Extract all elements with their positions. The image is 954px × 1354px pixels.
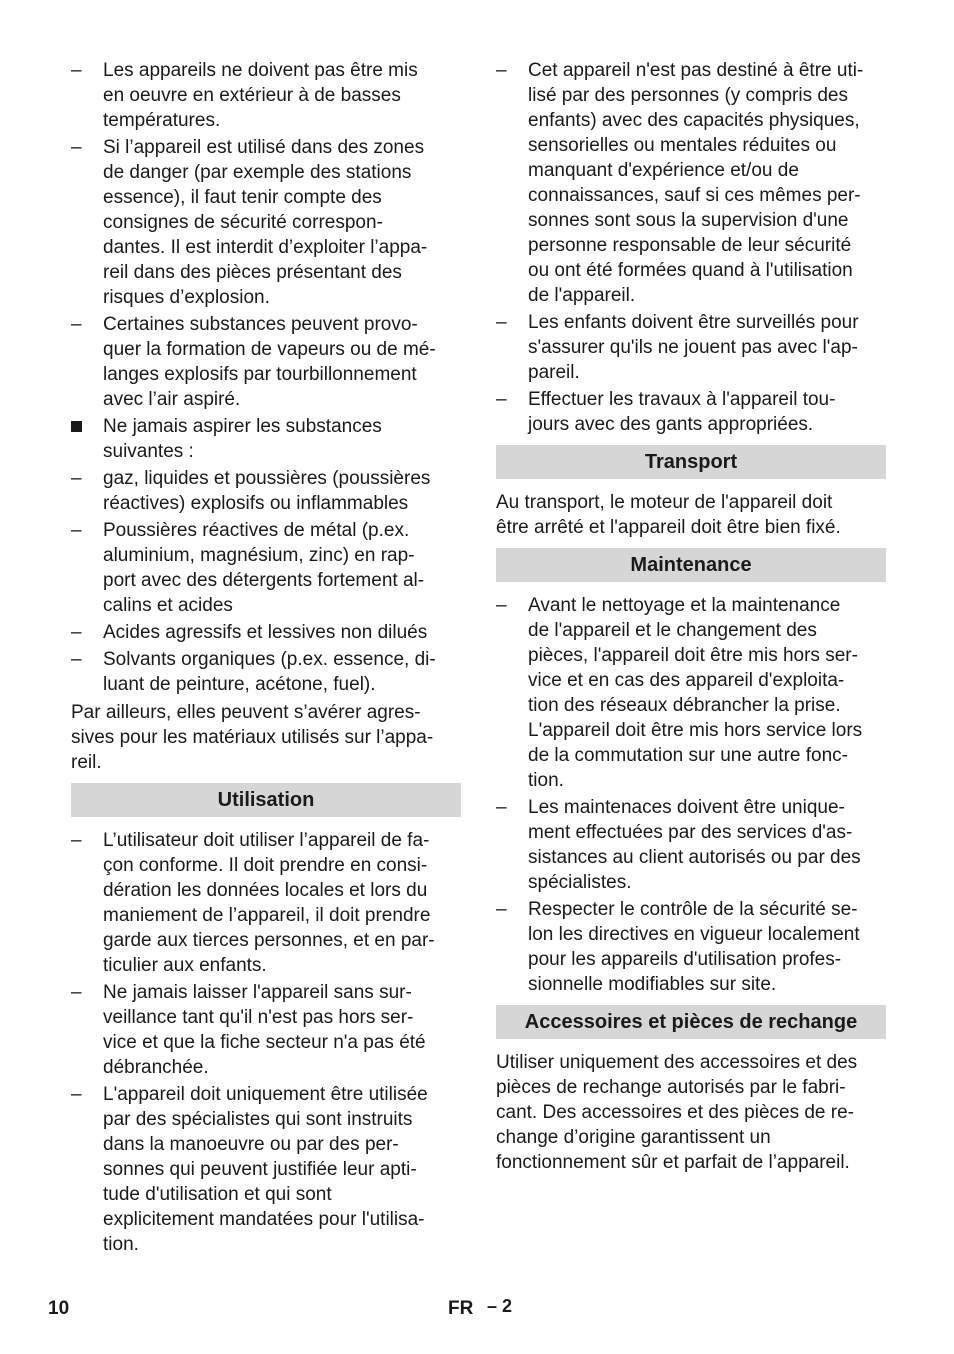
text-line: jours avec des gants appropriées. <box>528 414 814 435</box>
text-line: dération les données locales et lors du <box>103 880 428 901</box>
text-line: L'appareil doit uniquement être utilisée <box>103 1084 428 1105</box>
dash-bullet-icon: – <box>496 389 507 410</box>
dash-bullet-icon: – <box>71 60 82 81</box>
text-line: ou ont été formées quand à l'utilisation <box>528 260 853 281</box>
list-item <box>71 620 461 645</box>
list-top-left <box>71 58 461 412</box>
dash-bullet-icon: – <box>496 899 507 920</box>
list-item <box>71 466 461 516</box>
dash-bullet-icon: – <box>71 137 82 158</box>
text-line: spécialistes. <box>528 872 632 893</box>
dash-bullet-icon: – <box>71 468 82 489</box>
text-line: connaissances, sauf si ces mêmes per- <box>528 185 861 206</box>
list-maintenance <box>496 593 886 997</box>
list-item-text <box>103 58 461 133</box>
paragraph-transport <box>496 490 886 540</box>
text-line: Au transport, le moteur de l'appareil doit <box>496 492 833 513</box>
text-line: Acides agressifs et lessives non dilués <box>103 622 428 643</box>
text-line: pièces de rechange autorisés par le fabri- <box>496 1077 846 1098</box>
heading-utilisation: Utilisation <box>71 783 461 817</box>
text-line: calins et acides <box>103 595 233 616</box>
text-line: port avec des détergents fortement al- <box>103 570 425 591</box>
list-item <box>71 980 461 1080</box>
text-line: manquant d'expérience et/ou de <box>528 160 799 181</box>
text-line: risques d’explosion. <box>103 287 270 308</box>
list-item <box>71 518 461 618</box>
list-item-text <box>103 1082 461 1257</box>
list-item-text <box>528 897 886 997</box>
text-line: Cet appareil n'est pas destiné à être uti- <box>528 60 864 81</box>
list-item-text <box>528 58 886 308</box>
list-item-text <box>528 310 886 385</box>
text-line: par des spécialistes qui sont instruits <box>103 1109 413 1130</box>
text-line: Les maintenaces doivent être unique- <box>528 797 845 818</box>
text-line: sionnelle modifiables sur site. <box>528 974 777 995</box>
text-line: consignes de sécurité correspon- <box>103 212 383 233</box>
text-line: çon conforme. Il doit prendre en consi- <box>103 855 428 876</box>
text-line: tion. <box>528 770 564 791</box>
text-line: enfants) avec des capacités physiques, <box>528 110 860 131</box>
heading-accessories: Accessoires et pièces de rechange <box>496 1005 886 1039</box>
list-top-right <box>496 58 886 437</box>
list-item-text <box>103 828 461 978</box>
list-item <box>71 135 461 310</box>
text-line: pièces, l'appareil doit être mis hors ser- <box>528 645 858 666</box>
list-substances <box>71 466 461 697</box>
dash-bullet-icon: – <box>71 982 82 1003</box>
text-line: personne responsable de leur sécurité <box>528 235 852 256</box>
text-line: L'appareil doit être mis hors service lors <box>528 720 863 741</box>
text-line: aluminium, magnésium, zinc) en rap- <box>103 545 415 566</box>
text-line: fonctionnement sûr et parfait de l’appareil. <box>496 1152 850 1173</box>
text-line: reil. <box>71 752 102 773</box>
text-line: Si l’appareil est utilisé dans des zones <box>103 137 425 158</box>
dash-bullet-icon: – <box>71 649 82 670</box>
paragraph-accessories <box>496 1050 886 1175</box>
text-line: sistances au client autorisés ou par des <box>528 847 861 868</box>
text-line: tion des réseaux débrancher la prise. <box>528 695 841 716</box>
dash-bullet-icon: – <box>496 595 507 616</box>
sub-page-number: – 2 <box>487 1296 513 1316</box>
text-line: sonnes sont sous la supervision d'une <box>528 210 849 231</box>
text-line: Ne jamais aspirer les substances <box>103 416 382 437</box>
list-utilisation <box>71 828 461 1257</box>
text-line: Ne jamais laisser l'appareil sans sur- <box>103 982 412 1003</box>
text-line: Les appareils ne doivent pas être mis <box>103 60 418 81</box>
list-item <box>71 647 461 697</box>
dash-bullet-icon: – <box>496 797 507 818</box>
text-line: vice et que la fiche secteur n'a pas été <box>103 1032 426 1053</box>
text-line: Par ailleurs, elles peuvent s’avérer agres- <box>71 702 421 723</box>
text-line: langes explosifs par tourbillonnement <box>103 364 417 385</box>
text-line: L’utilisateur doit utiliser l’appareil de fa- <box>103 830 430 851</box>
text-line: tion. <box>103 1234 139 1255</box>
list-item <box>71 312 461 412</box>
text-line: Utiliser uniquement des accessoires et des <box>496 1052 858 1073</box>
text-line: en oeuvre en extérieur à de basses <box>103 85 401 106</box>
text-line: vice et en cas des appareil d'exploita- <box>528 670 845 691</box>
dash-bullet-icon: – <box>71 1084 82 1105</box>
text-line: Effectuer les travaux à l'appareil tou- <box>528 389 836 410</box>
text-line: températures. <box>103 110 221 131</box>
list-item-text <box>103 647 461 697</box>
list-item <box>496 795 886 895</box>
text-line: suivantes : <box>103 441 194 462</box>
text-line: veillance tant qu'il n'est pas hors ser- <box>103 1007 414 1028</box>
list-item <box>496 310 886 385</box>
text-line: tude d'utilisation et qui sont <box>103 1184 332 1205</box>
page-number: 10 <box>48 1298 70 1319</box>
list-item-text <box>103 312 461 412</box>
list-item <box>71 58 461 133</box>
list-item-text <box>528 387 886 437</box>
text-line: garde aux tierces personnes, et en par- <box>103 930 435 951</box>
list-item-text <box>103 135 461 310</box>
text-line: Respecter le contrôle de la sécurité se- <box>528 899 858 920</box>
right-column <box>496 58 886 1182</box>
text-line: Poussières réactives de métal (p.ex. <box>103 520 410 541</box>
text-line: sonnes qui peuvent justifiée leur apti- <box>103 1159 417 1180</box>
list-item-text <box>528 795 886 895</box>
text-line: essence), il faut tenir compte des <box>103 187 382 208</box>
dash-bullet-icon: – <box>496 60 507 81</box>
text-line: quer la formation de vapeurs ou de mé- <box>103 339 436 360</box>
text-line: de l'appareil et le changement des <box>528 620 817 641</box>
list-item <box>496 897 886 997</box>
text-line: explicitement mandatées pour l'utilisa- <box>103 1209 425 1230</box>
heading-maintenance: Maintenance <box>496 548 886 582</box>
text-line: réactives) explosifs ou inflammables <box>103 493 409 514</box>
language-code: FR <box>448 1298 474 1319</box>
list-item-text <box>103 466 461 516</box>
text-line: de danger (par exemple des stations <box>103 162 412 183</box>
text-line: reil dans des pièces présentant des <box>103 262 402 283</box>
list-item <box>496 387 886 437</box>
text-line: change d’origine garantissent un <box>496 1127 771 1148</box>
text-line: Solvants organiques (p.ex. essence, di- <box>103 649 436 670</box>
dash-bullet-icon: – <box>71 830 82 851</box>
text-line: de la commutation sur une autre fonc- <box>528 745 849 766</box>
heading-transport: Transport <box>496 445 886 479</box>
list-item <box>496 593 886 793</box>
list-item-text <box>528 593 886 793</box>
square-bullet-icon <box>71 421 82 432</box>
dash-bullet-icon: – <box>496 312 507 333</box>
text-line: luant de peinture, acétone, fuel). <box>103 674 376 695</box>
text-line: lisé par des personnes (y compris des <box>528 85 848 106</box>
text-line: Avant le nettoyage et la maintenance <box>528 595 841 616</box>
text-line: dans la manoeuvre ou par des per- <box>103 1134 399 1155</box>
list-item-text <box>103 620 461 645</box>
text-line: dantes. Il est interdit d’exploiter l’appa- <box>103 237 428 258</box>
text-line: de l'appareil. <box>528 285 636 306</box>
text-line: sensorielles ou mentales réduites ou <box>528 135 837 156</box>
text-line: Les enfants doivent être surveillés pour <box>528 312 859 333</box>
list-item-text <box>103 518 461 618</box>
dash-bullet-icon: – <box>71 622 82 643</box>
text-line: s'assurer qu'ils ne jouent pas avec l'ap- <box>528 337 858 358</box>
text-line: lon les directives en vigueur localement <box>528 924 860 945</box>
text-line: ticulier aux enfants. <box>103 955 267 976</box>
text-line: être arrêté et l'appareil doit être bien fixé. <box>496 517 841 538</box>
text-line: pareil. <box>528 362 580 383</box>
left-column <box>71 58 461 1259</box>
text-line: cant. Des accessoires et des pièces de re- <box>496 1102 855 1123</box>
dash-bullet-icon: – <box>71 314 82 335</box>
text-line: ment effectuées par des services d'as- <box>528 822 853 843</box>
list-item-text <box>103 980 461 1080</box>
list-item-text <box>103 414 461 464</box>
paragraph-materials <box>71 700 461 775</box>
text-line: pour les appareils d'utilisation profes- <box>528 949 842 970</box>
list-item <box>496 58 886 308</box>
text-line: sives pour les matériaux utilisés sur l’appa- <box>71 727 434 748</box>
list-item <box>71 1082 461 1257</box>
text-line: gaz, liquides et poussières (poussières <box>103 468 431 489</box>
text-line: avec l’air aspiré. <box>103 389 241 410</box>
list-item-square <box>71 414 461 464</box>
text-line: maniement de l’appareil, il doit prendre <box>103 905 431 926</box>
list-item <box>71 828 461 978</box>
dash-bullet-icon: – <box>71 520 82 541</box>
text-line: Certaines substances peuvent provo- <box>103 314 418 335</box>
text-line: débranchée. <box>103 1057 209 1078</box>
